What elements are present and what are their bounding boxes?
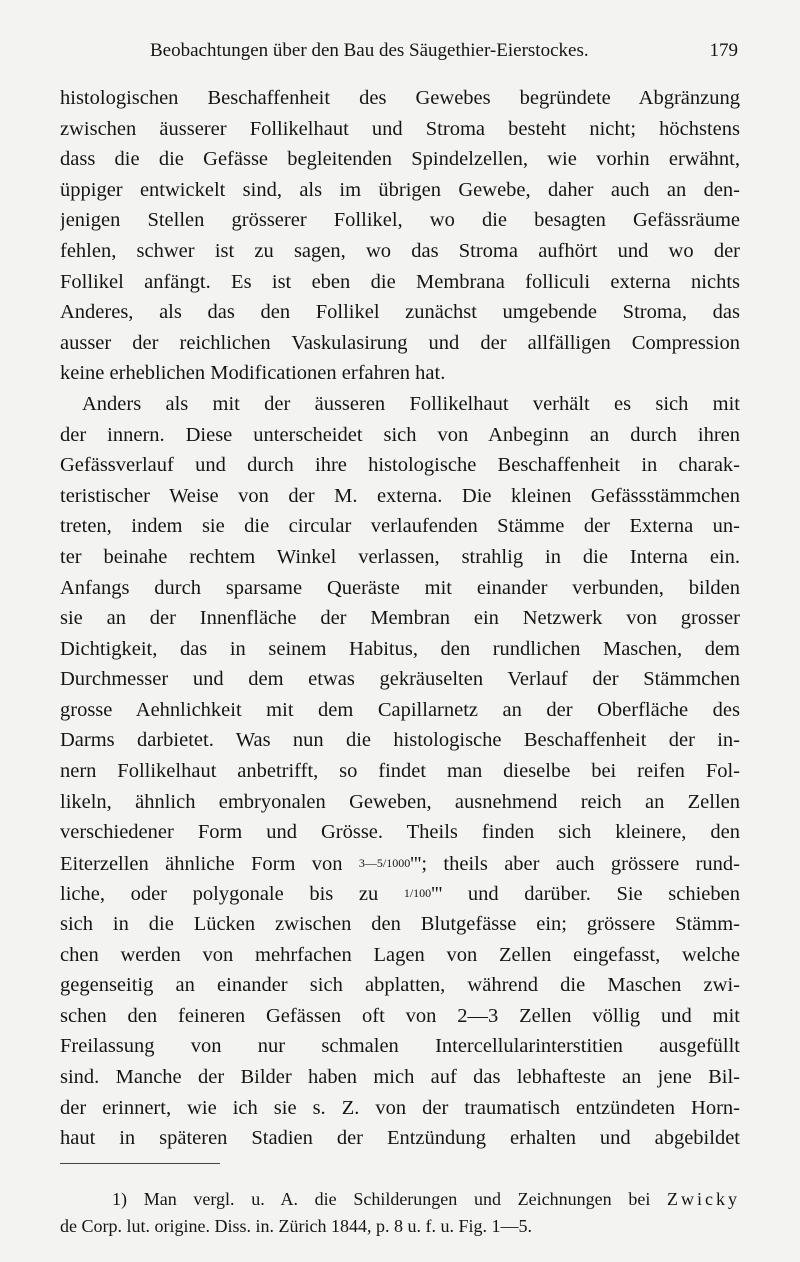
text-line: verschiedener Form und Grösse. Theils finden sich kleinere, den bbox=[60, 821, 740, 844]
text-segment: Eiterzellen ähnliche Form von bbox=[60, 852, 359, 875]
text-line: likeln, ähnlich embryonalen Geweben, ausnehmend reich an Zellen bbox=[60, 790, 740, 813]
text-line: jenigen Stellen grösserer Follikel, wo die besagten Gefässräume bbox=[60, 209, 740, 232]
text-line: zwischen äusserer Follikelhaut und Stroma besteht nicht; höchstens bbox=[60, 117, 740, 140]
text-line: grosse Aehnlichkeit mit dem Capillarnetz an der Oberfläche des bbox=[60, 698, 740, 721]
body-text bbox=[60, 83, 740, 1154]
footnote-line bbox=[60, 1186, 740, 1213]
footnote-text: Man vergl. u. A. die Schilderungen und Zeichnungen bei bbox=[143, 1189, 651, 1209]
text-segment: ''' und darüber. Sie schieben bbox=[431, 883, 740, 906]
cited-author: Zwicky bbox=[667, 1189, 741, 1209]
text-line: haut in späteren Stadien der Entzündung erhalten und abgebildet bbox=[60, 1127, 740, 1150]
text-line: chen werden von mehrfachen Lagen von Zellen eingefasst, welche bbox=[60, 943, 740, 966]
footnote-marker: 1) bbox=[112, 1189, 127, 1209]
text-line: gegenseitig an einander sich abplatten, während die Maschen zwi- bbox=[60, 974, 740, 997]
text-line: sie an der Innenfläche der Membran ein Netzwerk von grosser bbox=[60, 607, 740, 630]
text-line: histologischen Beschaffenheit des Gewebes begründete Abgränzung bbox=[60, 87, 740, 109]
running-title: Beobachtungen über den Bau des Säugethier-Eierstockes. bbox=[150, 40, 589, 61]
text-line: der innern. Diese unterscheidet sich von Anbeginn an durch ihren bbox=[60, 423, 740, 446]
fraction: 1/100 bbox=[403, 886, 432, 901]
text-segment: '''; theils aber auch grössere rund- bbox=[410, 852, 740, 875]
text-line: Freilassung von nur schmalen Intercellularinterstitien ausgefüllt bbox=[60, 1035, 740, 1058]
text-line: der erinnert, wie ich sie s. Z. von der traumatisch entzündeten Horn- bbox=[60, 1096, 740, 1119]
text-line: Durchmesser und dem etwas gekräuselten Verlauf der Stämmchen bbox=[60, 668, 740, 691]
text-line: fehlen, schwer ist zu sagen, wo das Stroma aufhört und wo der bbox=[60, 239, 740, 262]
text-line: Anderes, als das den Follikel zunächst umgebende Stroma, das bbox=[60, 301, 740, 324]
paragraph-2 bbox=[60, 389, 740, 1154]
footnote-rule bbox=[60, 1163, 220, 1164]
text-line-with-fraction bbox=[60, 848, 740, 879]
text-line: sind. Manche der Bilder haben mich auf das lebhafteste an jene Bil- bbox=[60, 1066, 740, 1088]
text-line: Follikel anfängt. Es ist eben die Membrana folliculi externa nichts bbox=[60, 270, 740, 293]
text-line: Dichtigkeit, das in seinem Habitus, den rundlichen Maschen, dem bbox=[60, 637, 740, 660]
fraction: 3—5/1000 bbox=[358, 855, 411, 870]
text-line: üppiger entwickelt sind, als im übrigen Gewebe, daher auch an den- bbox=[60, 178, 740, 201]
text-line: ausser der reichlichen Vaskulasirung und der allfälligen Compression bbox=[60, 331, 740, 354]
page-number: 179 bbox=[709, 40, 738, 61]
text-line: treten, indem sie die circular verlaufenden Stämme der Externa un- bbox=[60, 515, 740, 538]
text-line: Gefässverlauf und durch ihre histologische Beschaffenheit in charak- bbox=[60, 454, 740, 477]
footnote-line: de Corp. lut. origine. Diss. in. Zürich 1844, p. 8 u. f. u. Fig. 1—5. bbox=[60, 1216, 532, 1236]
text-line: nern Follikelhaut anbetrifft, so findet man dieselbe bei reifen Fol- bbox=[60, 760, 740, 783]
footnote bbox=[60, 1186, 740, 1240]
text-line: sich in die Lücken zwischen den Blutgefässe ein; grössere Stämm- bbox=[60, 913, 740, 936]
running-head bbox=[60, 36, 738, 66]
paragraph-1 bbox=[60, 83, 740, 389]
text-line: teristischer Weise von der M. externa. Die kleinen Gefässstämmchen bbox=[60, 484, 740, 507]
text-line: keine erheblichen Modificationen erfahren hat. bbox=[60, 362, 446, 385]
text-line-with-fraction bbox=[60, 878, 740, 909]
text-line: Anders als mit der äusseren Follikelhaut verhält es sich mit bbox=[82, 392, 740, 415]
text-line: ter beinahe rechtem Winkel verlassen, strahlig in die Interna ein. bbox=[60, 545, 740, 568]
text-line: Darms darbietet. Was nun die histologische Beschaffenheit der in- bbox=[60, 729, 740, 752]
text-line: dass die die Gefässe begleitenden Spindelzellen, wie vorhin erwähnt, bbox=[60, 148, 740, 171]
text-line: Anfangs durch sparsame Queräste mit einander verbunden, bilden bbox=[60, 576, 740, 599]
text-segment: liche, oder polygonale bis zu bbox=[60, 883, 404, 906]
text-line: schen den feineren Gefässen oft von 2—3 Zellen völlig und mit bbox=[60, 1004, 740, 1027]
